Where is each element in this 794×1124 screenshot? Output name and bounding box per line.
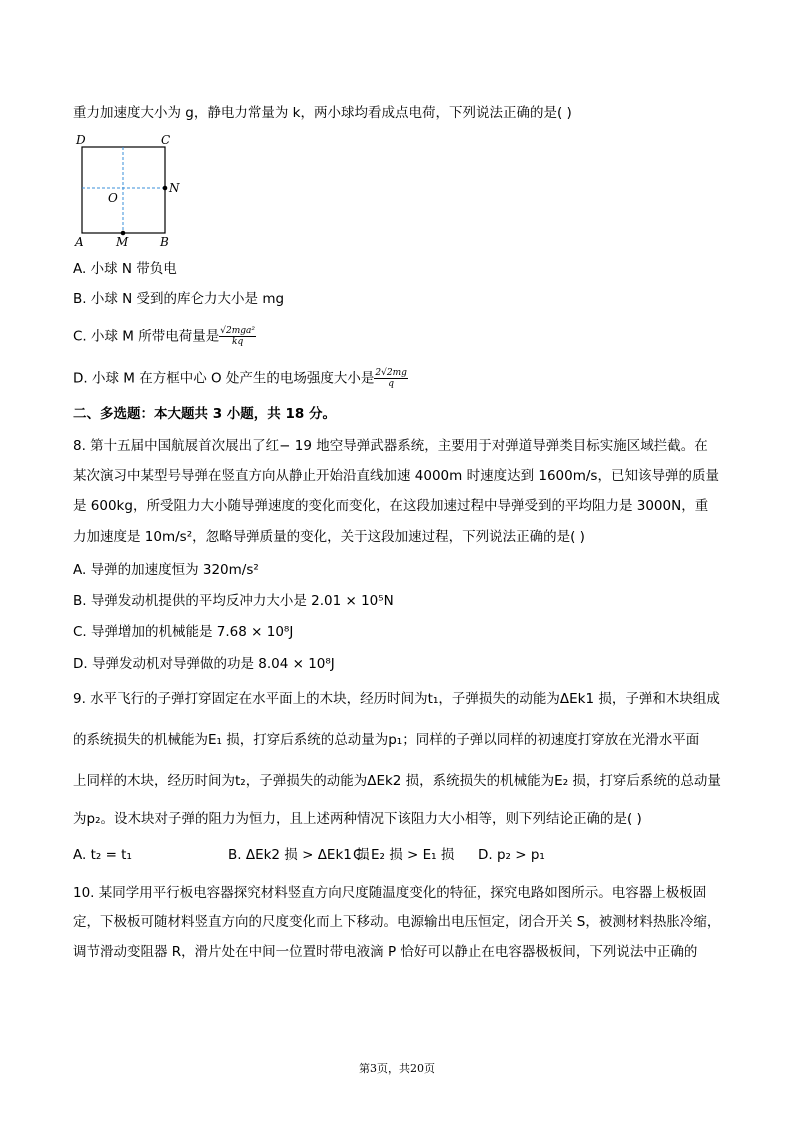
fraction-denominator: q <box>388 379 395 389</box>
q9-option-c: C. E₂ 损 > E₁ 损 <box>353 847 455 863</box>
page-footer: 第3页，共20页 <box>359 1062 435 1075</box>
fraction-denominator: kq <box>232 337 244 347</box>
q8-line-3: 是 600kg，所受阻力大小随导弹速度的变化而变化，在这段加速过程中导弹受到的平均阻力是 3000N，重 <box>73 498 709 514</box>
fraction-numerator: √2mga² <box>220 326 255 336</box>
q8-option-b: B. 导弹发动机提供的平均反冲力大小是 2.01 × 10⁵N <box>73 593 394 609</box>
q7-option-a: A. 小球 N 带负电 <box>73 261 177 277</box>
q8-option-d: D. 导弹发动机对导弹做的功是 8.04 × 10⁸J <box>73 656 335 672</box>
label-d: D <box>76 133 86 147</box>
fraction-numerator: 2√2mg <box>375 368 407 378</box>
q7-option-d-fraction <box>374 368 407 389</box>
label-c: C <box>161 133 171 147</box>
q9-line-1: 9. 水平飞行的子弹打穿固定在水平面上的木块，经历时间为t₁，子弹损失的动能为ΔEk1 损，子弹和木块组成 <box>73 691 720 707</box>
label-m: M <box>116 235 129 249</box>
q9-option-b: B. ΔEk2 损 > ΔEk1 损 <box>228 847 370 863</box>
q7-option-d <box>73 368 408 389</box>
q7-option-b: B. 小球 N 受到的库仑力大小是 mg <box>73 291 285 307</box>
q8-line-2: 某次演习中某型号导弹在竖直方向从静止开始沿直线加速 4000m 时速度达到 1600m/s，已知该导弹的质量 <box>73 468 719 484</box>
ball-n <box>163 186 168 191</box>
label-b: B <box>160 235 169 249</box>
q7-option-c-text: C. 小球 M 所带电荷量是 <box>73 328 220 345</box>
label-o: O <box>108 191 118 205</box>
q9-line-3: 上同样的木块，经历时间为t₂，子弹损失的动能为ΔEk2 损，系统损失的机械能为E₂ 损，打穿后系统的总动量 <box>73 773 721 789</box>
q7-stem-end: 重力加速度大小为 g，静电力常量为 k，两小球均看成点电荷，下列说法正确的是( ) <box>73 105 572 121</box>
section-2-title: 二、多选题：本大题共 3 小题，共 18 分。 <box>73 406 336 422</box>
q7-square-figure <box>70 130 190 250</box>
label-n: N <box>169 181 180 195</box>
q8-line-4: 力加速度是 10m/s²，忽略导弹质量的变化，关于这段加速过程，下列说法正确的是( ) <box>73 529 585 545</box>
q10-line-3: 调节滑动变阻器 R，滑片处在中间一位置时带电液滴 P 恰好可以静止在电容器极板间，下列说法中正确的 <box>73 944 698 960</box>
q7-option-c <box>73 326 256 347</box>
q9-option-d: D. p₂ > p₁ <box>478 847 545 863</box>
q8-option-a: A. 导弹的加速度恒为 320m/s² <box>73 562 259 578</box>
q9-option-a: A. t₂ = t₁ <box>73 847 132 863</box>
label-a: A <box>75 235 84 249</box>
q10-line-1: 10. 某同学用平行板电容器探究材料竖直方向尺度随温度变化的特征，探究电路如图所示。电容器上极板固 <box>73 885 707 901</box>
q8-option-c: C. 导弹增加的机械能是 7.68 × 10⁸J <box>73 624 294 640</box>
q7-option-c-fraction <box>219 326 256 347</box>
q8-line-1: 8. 第十五届中国航展首次展出了红− 19 地空导弹武器系统，主要用于对弹道导弹类目标实施区域拦截。在 <box>73 438 708 454</box>
q7-option-d-text: D. 小球 M 在方框中心 O 处产生的电场强度大小是 <box>73 370 375 387</box>
q9-options-row <box>73 846 723 864</box>
q10-line-2: 定，下极板可随材料竖直方向的尺度变化而上下移动。电源输出电压恒定，闭合开关 S，被测材料热胀冷缩， <box>73 914 721 930</box>
q9-line-2: 的系统损失的机械能为E₁ 损，打穿后系统的总动量为p₁；同样的子弹以同样的初速度打穿放在光滑水平面 <box>73 732 700 748</box>
q9-line-4: 为p₂。设木块对子弹的阻力为恒力，且上述两种情况下该阻力大小相等，则下列结论正确的是( ) <box>73 811 642 827</box>
